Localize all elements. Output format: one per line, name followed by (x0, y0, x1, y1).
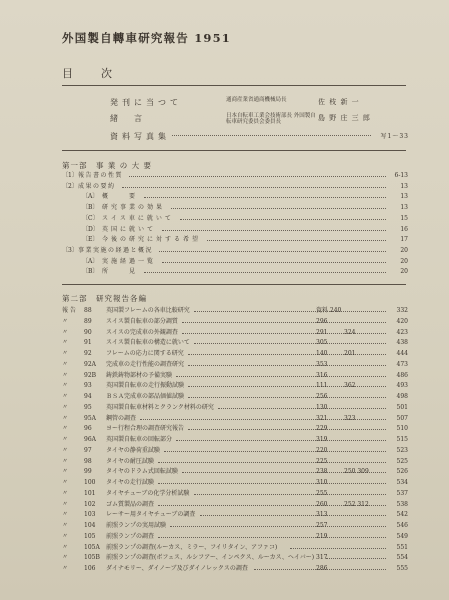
report-title: 英国製自転車の回転部分 (106, 436, 173, 443)
report-number: 100 (84, 479, 96, 486)
toc-row-number: 〔B〕 (82, 204, 99, 212)
leader-dots (188, 397, 386, 398)
toc-row-number: 〔A〕 (82, 257, 99, 265)
toc-row-text: 実施経過一覧 (102, 257, 157, 265)
report-title: 英国製自転車材料とクランク材料の研究 (106, 403, 214, 411)
report-page: 551 (396, 543, 408, 551)
part2-heading: 第二部 研究報告各編 (62, 294, 147, 303)
toc-row-number: 〔3〕 (62, 246, 78, 254)
leader-dots (188, 429, 386, 430)
report-title: ＢＳＡ完成車の部品価値試験 (106, 393, 185, 400)
leader-dots (207, 240, 386, 241)
leader-dots (218, 408, 386, 409)
toc-row (62, 203, 408, 213)
leader-dots (194, 311, 386, 312)
report-prefix: 〃 (62, 414, 69, 422)
report-page-ref: 111 (316, 382, 328, 390)
leader-dots (171, 208, 386, 209)
leader-dots (188, 386, 386, 387)
report-title: スイス製自転車の構造に就いて (106, 339, 190, 347)
toc-row-text: 事業実施の経過と概況 (78, 246, 154, 254)
report-prefix: 〃 (62, 350, 69, 357)
report-page: 526 (396, 468, 408, 476)
leader-dots (182, 322, 386, 323)
report-page-ref: 362 (344, 382, 356, 390)
report-page-ref: 317 (316, 554, 328, 562)
report-prefix: 〃 (62, 328, 69, 336)
report-page-ref: 256 (316, 393, 328, 400)
toc-row-text: 報告書の性質 (78, 172, 124, 179)
report-number: 105A (84, 543, 100, 551)
report-title: 前照ランプの調査(ルーカス、ミラー、フイリタイン、アファコ) (106, 543, 278, 551)
toc-row-number: 〔2〕 (62, 182, 78, 190)
report-page: 473 (396, 360, 408, 368)
report-page-ref: 140 (316, 350, 328, 357)
toc-row (62, 171, 408, 181)
part1-heading: 第一部 事 業 の 大 要 (62, 161, 153, 170)
intro-label: 資料写真集 (110, 132, 170, 141)
report-page-ref: 296 (316, 317, 328, 325)
toc-row (62, 225, 408, 235)
toc-row-page: 20 (400, 257, 408, 265)
toc-row-number: 〔1〕 (62, 172, 78, 179)
leader-dots (170, 526, 386, 527)
section-rule (62, 284, 406, 285)
report-prefix: 〃 (62, 565, 69, 572)
report-row (62, 457, 408, 467)
report-page: 525 (396, 457, 408, 465)
report-number: 95 (84, 403, 92, 411)
report-number: 92 (84, 350, 92, 357)
toc-row-number: 〔E〕 (82, 236, 99, 244)
toc-heading: 目次 (62, 67, 140, 80)
report-page: 534 (396, 479, 408, 486)
report-title: ダイナモリー、ダイノーブ及びダイノレックスの調査 (106, 565, 248, 572)
leader-dots (129, 176, 386, 177)
report-page-ref: 313 (316, 511, 328, 519)
report-prefix: 〃 (62, 339, 69, 347)
leader-dots (180, 219, 386, 220)
toc-row-text: スイス車に就いて (102, 214, 174, 222)
report-number: 105B (84, 554, 100, 562)
leader-dots (200, 515, 386, 516)
toc-row (62, 235, 408, 245)
report-title: 鋼管の調査 (106, 414, 137, 422)
report-prefix: 〃 (62, 543, 69, 551)
report-prefix: 〃 (62, 500, 69, 508)
report-page: 510 (396, 425, 408, 433)
toc-row-page: 20 (400, 268, 408, 276)
report-title: フレームの応力に関する研究 (106, 350, 184, 357)
report-prefix: 〃 (62, 393, 69, 400)
toc-row-number: 〔A〕 (82, 193, 99, 201)
report-page: 420 (396, 317, 408, 325)
report-number: 93 (84, 382, 92, 390)
report-page: 498 (396, 393, 408, 400)
report-row (62, 435, 408, 445)
report-row (62, 381, 408, 391)
report-page: 493 (396, 382, 408, 390)
leader-dots (158, 537, 386, 538)
report-row (62, 500, 408, 510)
report-row (62, 478, 408, 488)
report-page-ref: 225 (316, 457, 328, 465)
report-number: 99 (84, 468, 92, 476)
toc-row-text: 所 見 (102, 268, 139, 276)
report-page: 554 (396, 554, 408, 562)
report-page-ref: 319 (316, 436, 328, 443)
toc-row-number: 〔B〕 (82, 268, 99, 276)
report-number: 89 (84, 317, 92, 325)
toc-row-text: 成果の要約 (78, 182, 116, 190)
report-number: 104 (84, 522, 96, 529)
leader-dots (144, 197, 386, 198)
report-title: スイスの完成車の外観調査 (106, 328, 178, 336)
report-title: タイヤのドラム式回転試験 (106, 468, 178, 476)
leader-dots (159, 251, 386, 252)
leader-dots (194, 343, 386, 344)
report-page-ref: 255 (316, 489, 328, 497)
report-row (62, 414, 408, 424)
intro-page: 写1〜33 (380, 133, 409, 140)
report-title: タイヤチューブの化学分析試験 (106, 489, 190, 497)
report-row (62, 328, 408, 338)
leader-dots (158, 483, 386, 484)
intro-label: 発刊に当つて (110, 98, 182, 107)
leader-dots (188, 354, 386, 355)
report-page-ref: 201 (344, 350, 356, 357)
toc-row-page: 13 (400, 193, 408, 201)
report-title: タイヤの耐圧試験 (106, 457, 154, 465)
toc-row-page: 16 (400, 225, 408, 233)
report-page: 507 (396, 414, 408, 422)
report-title: 前照ランプの調査 (106, 532, 155, 540)
toc-row (62, 182, 408, 192)
report-page: 523 (396, 446, 408, 454)
toc-row (62, 214, 408, 224)
report-row (62, 403, 408, 413)
report-row (62, 564, 408, 574)
report-page: 501 (396, 403, 408, 411)
report-page-ref: 353 (316, 360, 328, 368)
intro-affiliation: 日本自転車工業会技術部長 外国製自転車研究委員会委員長 (226, 113, 316, 125)
report-title: レーサー用タイヤチューブの調査 (106, 511, 196, 519)
report-page-ref: 220 (316, 446, 328, 454)
report-page: 332 (396, 307, 408, 314)
report-page-ref: 291 (316, 328, 328, 336)
report-number: 105 (84, 532, 96, 540)
report-page-ref: 286 (316, 565, 328, 572)
report-title: 英国製フレームの各車比較研究 (106, 307, 190, 314)
report-prefix: 〃 (62, 468, 69, 476)
report-row (62, 424, 408, 434)
leader-dots (122, 187, 387, 188)
report-prefix: 〃 (62, 436, 69, 443)
toc-heading-rule (62, 85, 406, 86)
report-number: 106 (84, 565, 96, 572)
section-rule (62, 150, 406, 151)
report-number: 97 (84, 446, 92, 454)
toc-row-number: 〔C〕 (82, 214, 99, 222)
toc-row-page: 17 (400, 236, 408, 244)
report-prefix: 報 告 (62, 307, 76, 314)
report-title: 前照ランプの実用試験 (106, 522, 167, 529)
toc-row-page: 13 (400, 182, 408, 190)
report-page-ref: 305 (316, 339, 328, 347)
report-page: 515 (396, 436, 408, 443)
report-number: 101 (84, 489, 96, 497)
toc-row (62, 267, 408, 277)
report-prefix: 〃 (62, 403, 69, 411)
leader-dots (176, 376, 386, 377)
report-prefix: 〃 (62, 522, 69, 529)
report-number: 94 (84, 393, 92, 400)
leader-dots (162, 230, 386, 231)
report-page-ref: 219 (316, 532, 328, 540)
toc-row (62, 192, 408, 202)
report-page-ref: 238 (316, 468, 328, 476)
leader-dots (188, 365, 386, 366)
report-page: 555 (396, 565, 408, 572)
report-number: 103 (84, 511, 96, 519)
report-row (62, 338, 408, 348)
leader-dots (290, 548, 386, 549)
report-number: 92B (84, 371, 97, 379)
report-row (62, 360, 408, 370)
report-page-ref: 321 (316, 414, 328, 422)
report-row (62, 510, 408, 520)
toc-row-page: 13 (400, 204, 408, 212)
report-row (62, 532, 408, 542)
report-prefix: 〃 (62, 371, 69, 379)
report-row (62, 521, 408, 531)
report-page-ref: 310 (316, 479, 328, 486)
report-page-ref: 257 (316, 522, 328, 529)
report-title: 英国製自転車の走行振動試験 (106, 382, 185, 390)
report-row (62, 467, 408, 477)
intro-affiliation: 通商産業省通商機械局長 (226, 97, 287, 103)
report-prefix: 〃 (62, 532, 69, 540)
report-row (62, 543, 408, 553)
toc-row-page: 20 (400, 246, 408, 254)
report-number: 96A (84, 436, 96, 443)
report-page-ref: 資料 240 (316, 307, 342, 314)
report-page-ref: 252 312 (344, 500, 369, 508)
leader-dots (144, 272, 386, 273)
report-page-ref: 323 (344, 414, 356, 422)
toc-row-text: 研究事業の効果 (102, 204, 166, 212)
report-title: ゴム質製品の調査 (106, 500, 155, 508)
report-prefix: 〃 (62, 317, 69, 325)
report-title: スイス製自転車の部分調質 (106, 317, 178, 325)
report-row (62, 489, 408, 499)
toc-row-page: 6-13 (394, 172, 408, 179)
intro-name: 島 野 庄 三 郎 (318, 114, 371, 122)
report-page-ref: 260 (316, 500, 328, 508)
intro-label: 緒言 (110, 114, 158, 123)
report-page-ref: 324 (344, 328, 356, 336)
report-number: 90 (84, 328, 92, 336)
report-prefix: 〃 (62, 479, 69, 486)
report-prefix: 〃 (62, 554, 69, 562)
intro-leader-dots (172, 135, 371, 136)
report-page: 444 (396, 350, 408, 357)
leader-dots (158, 462, 386, 463)
report-page: 486 (396, 371, 408, 379)
toc-row-text: 概 要 (102, 193, 139, 201)
leader-dots (194, 494, 386, 495)
report-page: 542 (396, 511, 408, 519)
report-title: ヨー行程合理の調査研究報告 (106, 425, 185, 433)
report-number: 88 (84, 307, 92, 314)
report-number: 91 (84, 339, 92, 347)
report-title: 前照ランプの調査(ボフェス、ルシフアー、インペクス、ルーカス、ヘイバー) (106, 554, 315, 562)
report-page-ref: 229 (316, 425, 328, 433)
report-row (62, 317, 408, 327)
report-title: タイヤの走行試験 (106, 479, 154, 486)
leader-dots (326, 558, 386, 559)
report-page: 538 (396, 500, 408, 508)
intro-name: 佐 枝 新 一 (318, 98, 360, 106)
report-number: 95A (84, 414, 96, 422)
report-number: 92A (84, 360, 96, 368)
report-prefix: 〃 (62, 457, 69, 465)
report-prefix: 〃 (62, 425, 69, 433)
report-prefix: 〃 (62, 511, 69, 519)
report-page: 546 (396, 522, 408, 529)
report-page: 537 (396, 489, 408, 497)
toc-row-page: 15 (400, 214, 408, 222)
report-row (62, 371, 408, 381)
report-title: 完成車の走行性能の調査研究 (106, 360, 185, 368)
report-page: 423 (396, 328, 408, 336)
report-title: 鋳鉄鋳物部材の予備実験 (106, 371, 173, 379)
report-row (62, 392, 408, 402)
report-page-ref: 250 309 (344, 468, 369, 476)
report-prefix: 〃 (62, 446, 69, 454)
leader-dots (162, 262, 386, 263)
report-page: 549 (396, 532, 408, 540)
report-prefix: 〃 (62, 489, 69, 497)
toc-row-text: 今後の研究に対する希望 (102, 236, 202, 244)
leader-dots (164, 451, 386, 452)
report-number: 96 (84, 425, 92, 433)
toc-row-text: 英国に就いて (102, 225, 157, 233)
toc-row (62, 246, 408, 256)
toc-row (62, 257, 408, 267)
report-page: 438 (396, 339, 408, 347)
document-title: 外国製自轉車研究報告 1951 (62, 31, 232, 45)
report-row (62, 446, 408, 456)
report-prefix: 〃 (62, 360, 69, 368)
report-number: 102 (84, 500, 96, 508)
report-prefix: 〃 (62, 382, 69, 390)
leader-dots (176, 440, 386, 441)
report-title: タイヤの静荷重試験 (106, 446, 160, 454)
report-page-ref: 130 (316, 403, 328, 411)
report-number: 98 (84, 457, 92, 465)
report-page-ref: 316 (316, 371, 328, 379)
report-row (62, 553, 408, 563)
toc-row-number: 〔D〕 (82, 225, 99, 233)
report-row (62, 306, 408, 316)
report-row (62, 349, 408, 359)
